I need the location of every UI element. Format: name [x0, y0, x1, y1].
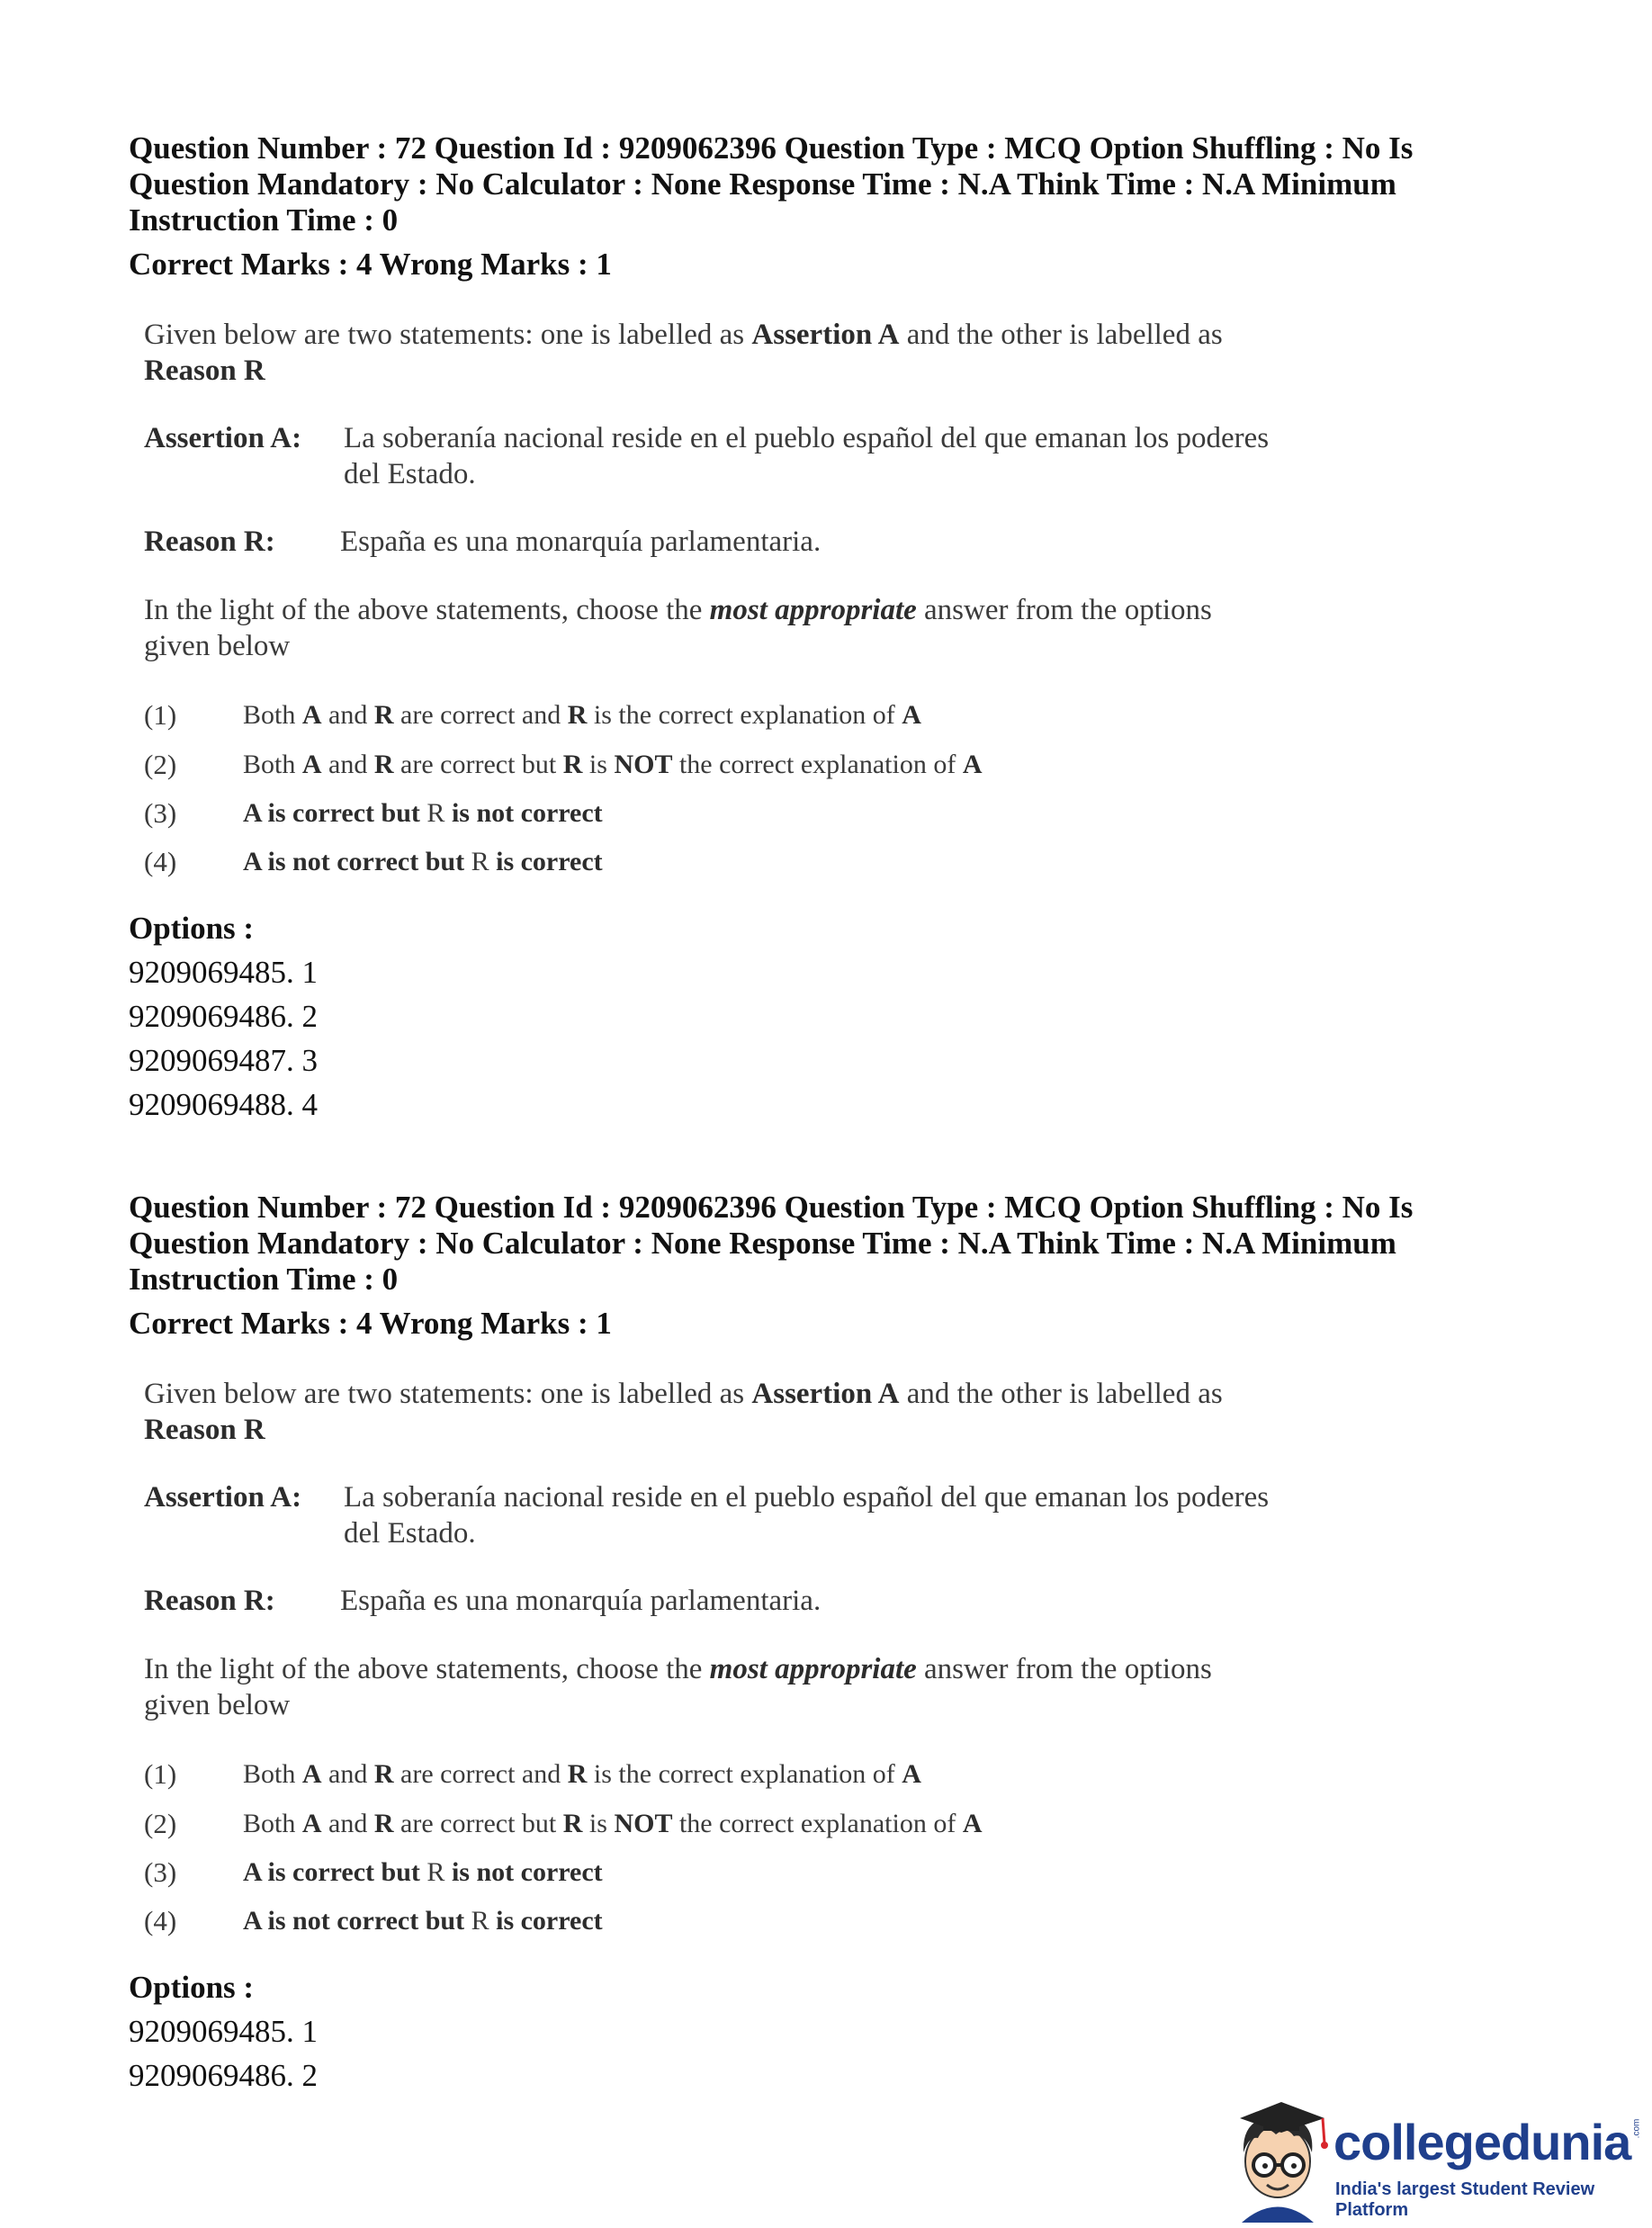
assertion-label: Assertion A: [144, 1481, 302, 1514]
choice-text: Both A and R are correct but R is NOT the correct explanation of A [243, 1809, 983, 1838]
instruction-line: In the light of the above statements, choose the most appropriate answer from the options [144, 594, 1212, 626]
logo-wordmark: collegedunia [1333, 2114, 1631, 2170]
option-id-line: 9209069486. 2 [129, 999, 318, 1034]
choice-text: Both A and R are correct and R is the correct explanation of A [243, 700, 921, 730]
choice-text: Both A and R are correct and R is the correct explanation of A [243, 1759, 921, 1789]
choice-text: A is correct but R is not correct [243, 798, 603, 828]
option-id-line: 9209069485. 1 [129, 955, 318, 990]
question-meta: Question Number : 72 Question Id : 9209062396 Question Type : MCQ Option Shuffling : No Is Question Mandatory : No Calculator : None Response Time : N.A Think Time : N.A Minimum Instruction Time : 0 [129, 130, 1414, 238]
intro-line: Given below are two statements: one is labelled as Assertion A and the other is labelled as [144, 319, 1223, 351]
choice-number: (2) [144, 749, 177, 780]
intro-reason: Reason R [144, 355, 265, 387]
reason-label: Reason R: [144, 526, 275, 558]
question-meta: Question Number : 72 Question Id : 9209062396 Question Type : MCQ Option Shuffling : No Is Question Mandatory : No Calculator : None Response Time : N.A Think Time : N.A Minimum Instruction Time : 0 [129, 1190, 1414, 1297]
instruction-line: In the light of the above statements, choose the most appropriate answer from the options [144, 1653, 1212, 1685]
assertion-text-cont: del Estado. [344, 1517, 476, 1550]
choice-number: (4) [144, 846, 177, 877]
choice-number: (1) [144, 699, 177, 731]
choice-text: A is correct but R is not correct [243, 1857, 603, 1887]
marks-line: Correct Marks : 4 Wrong Marks : 1 [129, 247, 612, 282]
intro-line: Given below are two statements: one is labelled as Assertion A and the other is labelled as [144, 1378, 1223, 1410]
mascot-icon [1224, 2097, 1332, 2223]
choice-number: (2) [144, 1808, 177, 1839]
marks-line: Correct Marks : 4 Wrong Marks : 1 [129, 1306, 612, 1341]
reason-text: España es una monarquía parlamentaria. [340, 1585, 822, 1617]
assertion-label: Assertion A: [144, 422, 302, 454]
options-heading: Options : [129, 1970, 255, 2005]
choice-number: (3) [144, 1856, 177, 1888]
logo-tagline: India's largest Student Review Platform [1335, 2179, 1595, 2220]
question-block [0, 1059, 1652, 2121]
choice-number: (3) [144, 797, 177, 829]
collegedunia-logo[interactable] [1224, 2097, 1647, 2223]
choice-text: A is not correct but R is correct [243, 847, 603, 876]
assertion-text: La soberanía nacional reside en el pueblo español del que emanan los poderes [344, 1481, 1270, 1514]
instruction-line-cont: given below [144, 1689, 291, 1721]
assertion-text-cont: del Estado. [344, 458, 476, 490]
choice-number: (1) [144, 1758, 177, 1790]
options-heading: Options : [129, 911, 255, 946]
choice-number: (4) [144, 1905, 177, 1936]
assertion-text: La soberanía nacional reside en el pueblo español del que emanan los poderes [344, 422, 1270, 454]
intro-reason: Reason R [144, 1414, 265, 1446]
option-id-line: 9209069488. 4 [129, 1087, 318, 1122]
option-id-line: 9209069485. 1 [129, 2014, 318, 2049]
logo-domain: .com [1631, 2118, 1642, 2139]
option-id-line: 9209069486. 2 [129, 2058, 318, 2093]
instruction-line-cont: given below [144, 630, 291, 662]
choice-text: A is not correct but R is correct [243, 1906, 603, 1936]
option-id-line: 9209069487. 3 [129, 1043, 318, 1078]
choice-text: Both A and R are correct but R is NOT the correct explanation of A [243, 750, 983, 779]
reason-label: Reason R: [144, 1585, 275, 1617]
reason-text: España es una monarquía parlamentaria. [340, 526, 822, 558]
